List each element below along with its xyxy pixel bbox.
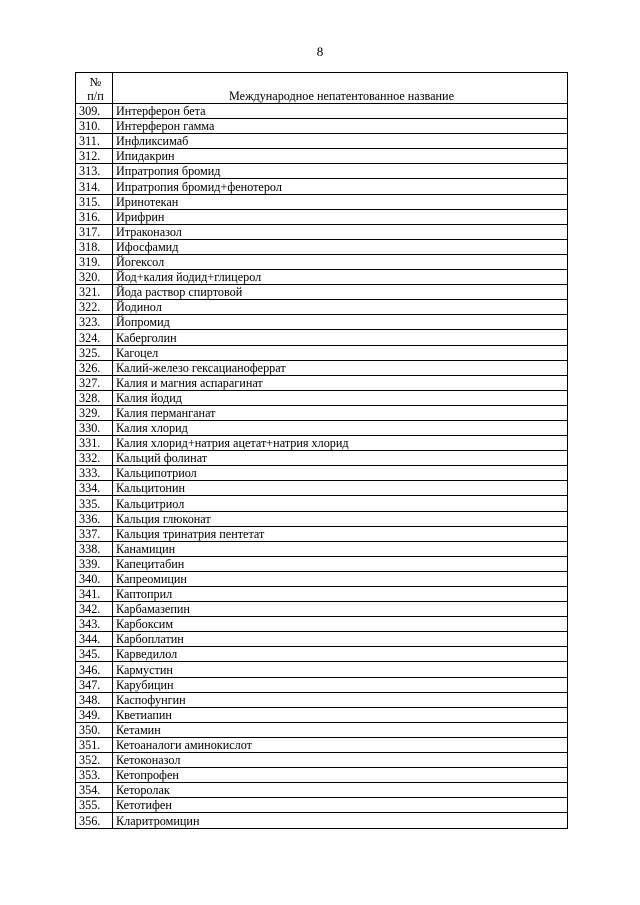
row-number: 350. — [76, 722, 113, 737]
header-number-abbrev: п/п — [87, 89, 104, 103]
row-number: 329. — [76, 405, 113, 420]
drug-name: Канамицин — [113, 541, 568, 556]
row-number: 320. — [76, 270, 113, 285]
row-number: 347. — [76, 677, 113, 692]
row-number: 311. — [76, 134, 113, 149]
row-number: 341. — [76, 587, 113, 602]
page-number: 8 — [316, 44, 324, 59]
table-row — [76, 285, 568, 300]
row-number: 356. — [76, 813, 113, 828]
row-number: 316. — [76, 209, 113, 224]
table-row — [76, 768, 568, 783]
table-row — [76, 451, 568, 466]
drug-name: Кетамин — [113, 722, 568, 737]
drug-name: Карбоксим — [113, 617, 568, 632]
table-row — [76, 436, 568, 451]
drug-name: Кетоконазол — [113, 753, 568, 768]
row-number: 351. — [76, 737, 113, 752]
row-number: 312. — [76, 149, 113, 164]
drug-name: Калия перманганат — [113, 405, 568, 420]
drug-name: Каберголин — [113, 330, 568, 345]
drug-name: Кагоцел — [113, 345, 568, 360]
header-number-symbol: № — [89, 75, 102, 89]
drug-name: Калия йодид — [113, 390, 568, 405]
drug-name: Кармустин — [113, 662, 568, 677]
table-row — [76, 149, 568, 164]
row-number: 325. — [76, 345, 113, 360]
row-number: 330. — [76, 420, 113, 435]
drug-name: Калия хлорид — [113, 420, 568, 435]
drug-name: Кларитромицин — [113, 813, 568, 828]
drug-name: Йопромид — [113, 315, 568, 330]
drug-name: Ипратропия бромид — [113, 164, 568, 179]
row-number: 328. — [76, 390, 113, 405]
row-number: 342. — [76, 602, 113, 617]
row-number: 340. — [76, 571, 113, 586]
drug-name: Карубицин — [113, 677, 568, 692]
row-number: 337. — [76, 526, 113, 541]
row-number: 344. — [76, 632, 113, 647]
row-number: 327. — [76, 375, 113, 390]
drug-list-table — [75, 72, 568, 829]
table-row — [76, 677, 568, 692]
drug-name: Карбамазепин — [113, 602, 568, 617]
drug-name: Кальция глюконат — [113, 511, 568, 526]
table-row — [76, 420, 568, 435]
row-number: 355. — [76, 798, 113, 813]
row-number: 354. — [76, 783, 113, 798]
row-number: 336. — [76, 511, 113, 526]
row-number: 322. — [76, 300, 113, 315]
row-number: 346. — [76, 662, 113, 677]
table-row — [76, 662, 568, 677]
drug-name: Ипидакрин — [113, 149, 568, 164]
drug-name: Ирифрин — [113, 209, 568, 224]
drug-name: Калия хлорид+натрия ацетат+натрия хлорид — [113, 436, 568, 451]
header-number-cell — [76, 73, 113, 104]
table-row — [76, 496, 568, 511]
table-row — [76, 239, 568, 254]
drug-name: Карведилол — [113, 647, 568, 662]
drug-name: Каспофунгин — [113, 692, 568, 707]
table-row — [76, 481, 568, 496]
row-number: 313. — [76, 164, 113, 179]
table-row — [76, 405, 568, 420]
table-row — [76, 254, 568, 269]
table-row — [76, 390, 568, 405]
drug-name: Кетотифен — [113, 798, 568, 813]
drug-name: Кальция тринатрия пентетат — [113, 526, 568, 541]
drug-name: Калия и магния аспарагинат — [113, 375, 568, 390]
table-body — [76, 104, 568, 829]
row-number: 315. — [76, 194, 113, 209]
table-row — [76, 602, 568, 617]
row-number: 323. — [76, 315, 113, 330]
row-number: 343. — [76, 617, 113, 632]
table-row — [76, 179, 568, 194]
table-row — [76, 119, 568, 134]
drug-name: Иринотекан — [113, 194, 568, 209]
row-number: 339. — [76, 556, 113, 571]
table-row — [76, 345, 568, 360]
row-number: 338. — [76, 541, 113, 556]
row-number: 332. — [76, 451, 113, 466]
drug-name: Кетопрофен — [113, 768, 568, 783]
row-number: 310. — [76, 119, 113, 134]
table-row — [76, 632, 568, 647]
drug-name: Йод+калия йодид+глицерол — [113, 270, 568, 285]
table-row — [76, 722, 568, 737]
table-row — [76, 647, 568, 662]
drug-name: Интерферон бета — [113, 104, 568, 119]
table-header-row — [76, 73, 568, 104]
row-number: 353. — [76, 768, 113, 783]
drug-name: Ифосфамид — [113, 239, 568, 254]
row-number: 334. — [76, 481, 113, 496]
row-number: 333. — [76, 466, 113, 481]
drug-name: Капреомицин — [113, 571, 568, 586]
row-number: 309. — [76, 104, 113, 119]
drug-name: Кветиапин — [113, 707, 568, 722]
table-row — [76, 556, 568, 571]
row-number: 318. — [76, 239, 113, 254]
drug-name: Йогексол — [113, 254, 568, 269]
row-number: 324. — [76, 330, 113, 345]
drug-name: Калий-железо гексацианоферрат — [113, 360, 568, 375]
drug-name: Йода раствор спиртовой — [113, 285, 568, 300]
table-row — [76, 783, 568, 798]
table-row — [76, 134, 568, 149]
table-row — [76, 209, 568, 224]
drug-name: Кальцитонин — [113, 481, 568, 496]
table-row — [76, 737, 568, 752]
table-row — [76, 330, 568, 345]
drug-name: Йодинол — [113, 300, 568, 315]
table-row — [76, 692, 568, 707]
table-row — [76, 571, 568, 586]
drug-name: Ипратропия бромид+фенотерол — [113, 179, 568, 194]
table-row — [76, 270, 568, 285]
table-row — [76, 104, 568, 119]
drug-name: Каптоприл — [113, 587, 568, 602]
table-row — [76, 164, 568, 179]
table-row — [76, 360, 568, 375]
table-row — [76, 375, 568, 390]
row-number: 321. — [76, 285, 113, 300]
row-number: 349. — [76, 707, 113, 722]
table-row — [76, 315, 568, 330]
drug-name: Инфликсимаб — [113, 134, 568, 149]
row-number: 335. — [76, 496, 113, 511]
row-number: 348. — [76, 692, 113, 707]
drug-name: Кальципотриол — [113, 466, 568, 481]
table-row — [76, 466, 568, 481]
row-number: 314. — [76, 179, 113, 194]
table-row — [76, 813, 568, 828]
drug-name: Капецитабин — [113, 556, 568, 571]
table-row — [76, 753, 568, 768]
table-row — [76, 194, 568, 209]
drug-name: Итраконазол — [113, 224, 568, 239]
drug-name: Кеторолак — [113, 783, 568, 798]
table-row — [76, 707, 568, 722]
table-row — [76, 617, 568, 632]
row-number: 331. — [76, 436, 113, 451]
row-number: 345. — [76, 647, 113, 662]
drug-name: Кальцитриол — [113, 496, 568, 511]
header-name-cell: Международное непатентованное название — [113, 73, 568, 104]
row-number: 317. — [76, 224, 113, 239]
row-number: 352. — [76, 753, 113, 768]
table-row — [76, 526, 568, 541]
drug-name: Кетоаналоги аминокислот — [113, 737, 568, 752]
table-row — [76, 587, 568, 602]
row-number: 319. — [76, 254, 113, 269]
row-number: 326. — [76, 360, 113, 375]
table-row — [76, 798, 568, 813]
table-row — [76, 541, 568, 556]
table-row — [76, 300, 568, 315]
table-row — [76, 511, 568, 526]
drug-name: Интерферон гамма — [113, 119, 568, 134]
table-row — [76, 224, 568, 239]
drug-name: Карбоплатин — [113, 632, 568, 647]
drug-name: Кальций фолинат — [113, 451, 568, 466]
